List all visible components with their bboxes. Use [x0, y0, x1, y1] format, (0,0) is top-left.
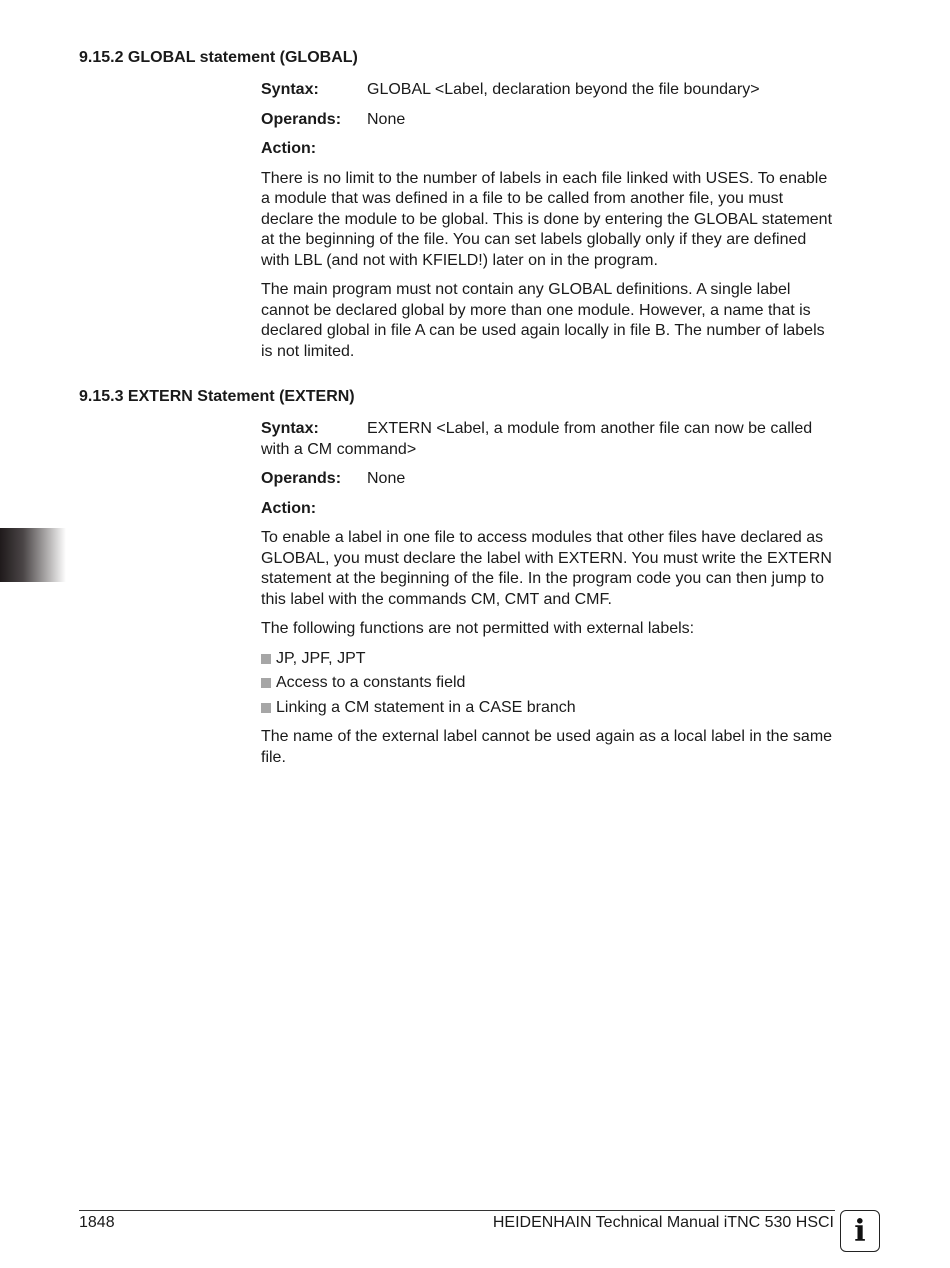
paragraph: The name of the external label cannot be used again as a local label in the same file. [261, 728, 833, 766]
section-heading-global: 9.15.2 GLOBAL statement (GLOBAL) [79, 49, 358, 66]
list-item-text: Linking a CM statement in a CASE branch [276, 698, 576, 716]
info-icon: i [840, 1210, 880, 1252]
paragraph: To enable a label in one file to access modules that other files have declared as GLOBAL, you must declare the label with EXTERN. You must write the EXTERN statement at the beginning of the file. In the program code you can then jump to this label with the commands CM, CMT and CMF. [261, 529, 832, 608]
syntax-value: GLOBAL <Label, declaration beyond the file boundary> [367, 81, 760, 98]
operands-label: Operands: [261, 470, 342, 487]
operands-value: None [367, 110, 406, 128]
section-body-global [261, 80, 833, 371]
syntax-row [261, 419, 833, 460]
paragraph: There is no limit to the number of labels in each file linked with USES. To enable a module that was defined in a file to be called from another file, you must declare the module to be global. This is done by entering the GLOBAL statement at the beginning of the file. You can set labels globally only if they are defined with LBL (and not with KFIELD!) later on in the program. [261, 169, 833, 269]
list-item-text: JP, JPF, JPT [276, 649, 366, 667]
list-item [261, 673, 833, 694]
operands-label: Operands: [261, 110, 342, 128]
section-body-extern [261, 419, 833, 777]
bullet-square-icon [261, 678, 271, 688]
list-item-text: Access to a constants field [276, 674, 466, 691]
operands-row [261, 469, 833, 490]
list-item [261, 698, 833, 719]
list-item [261, 649, 833, 670]
syntax-value: EXTERN <Label, a module from another file can now be called with a CM command> [261, 420, 813, 458]
page-number: 1848 [79, 1214, 115, 1231]
chapter-side-tab [0, 528, 66, 582]
manual-title: HEIDENHAIN Technical Manual iTNC 530 HSCI [492, 1214, 834, 1231]
footer-divider [79, 1210, 835, 1211]
action-label: Action: [261, 499, 317, 517]
section-heading-extern: 9.15.3 EXTERN Statement (EXTERN) [79, 388, 355, 405]
paragraph: The following functions are not permitted with external labels: [261, 620, 695, 637]
operands-row [261, 110, 833, 131]
operands-value: None [367, 470, 406, 487]
paragraph: The main program must not contain any GLOBAL definitions. A single label cannot be declared global by more than one module. However, a name that is declared global in file A can be used again locally in file B. The number of labels is not limited. [261, 281, 825, 360]
action-label: Action: [261, 140, 317, 157]
syntax-label: Syntax: [261, 81, 319, 98]
syntax-label: Syntax: [261, 420, 319, 437]
bullet-square-icon [261, 703, 271, 713]
restriction-list [261, 649, 833, 719]
bullet-square-icon [261, 654, 271, 664]
syntax-row [261, 80, 833, 101]
